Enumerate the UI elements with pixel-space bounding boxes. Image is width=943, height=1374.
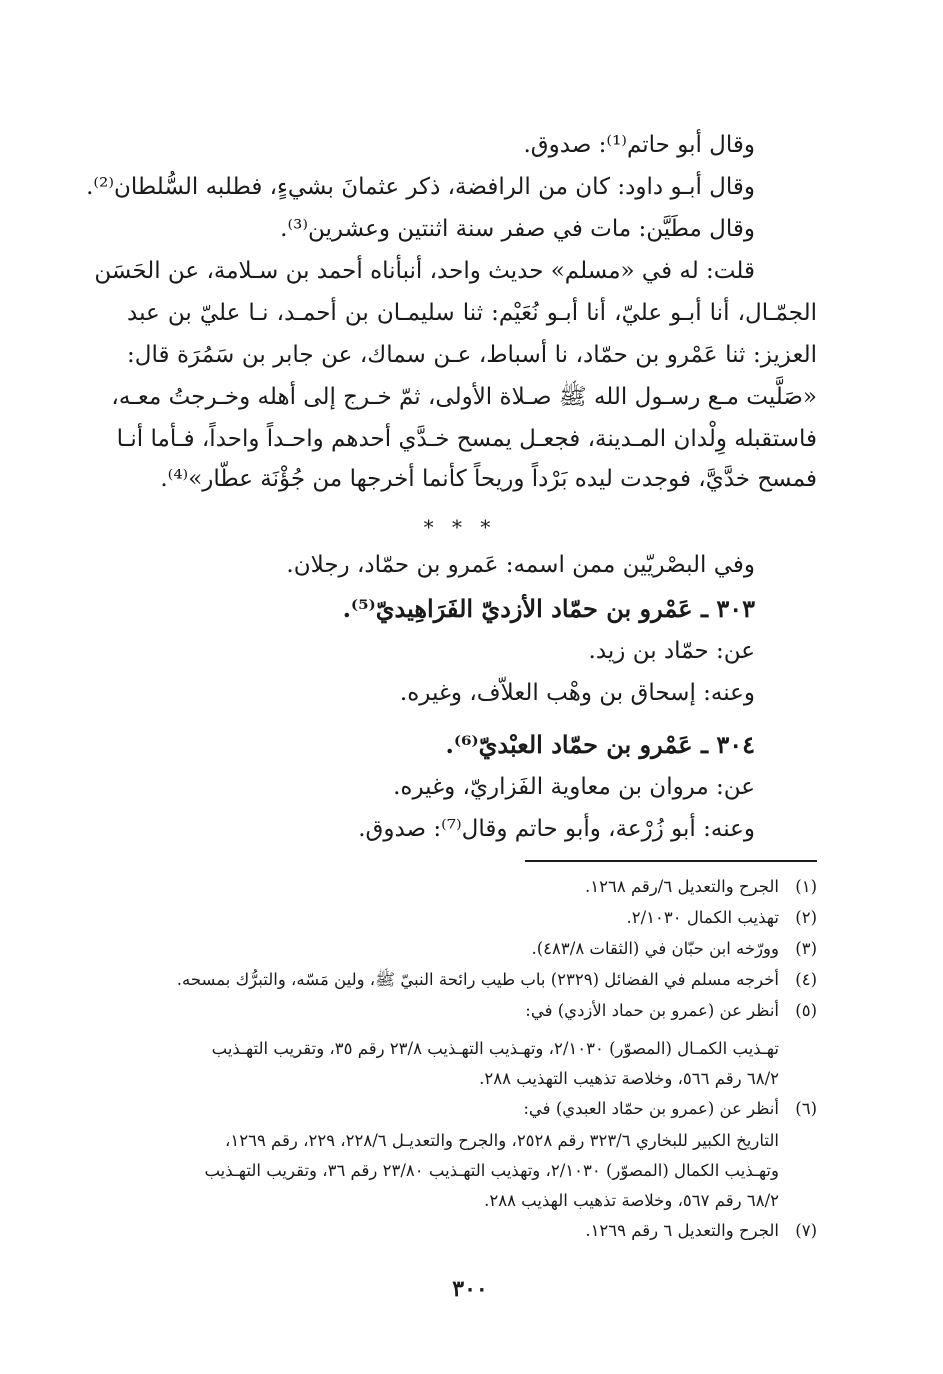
footnote-continuation: ٦٨/٢ رقم ٥٦٦، وخلاصة تذهيب التهذيب ٢٨٨. <box>479 1069 779 1088</box>
section-intro: وفي البصْريّين ممن اسمه: عَمرو بن حمّاد، رجلان. <box>286 552 755 578</box>
footnote <box>523 1094 817 1124</box>
footnote-continuation: التاريخ الكبير للبخاري ٣٢٣/٦ رقم ٢٥٢٨، والجرح والتعديـل ٢٢٨/٦، ٢٢٩، رقم ١٢٦٩، <box>225 1131 779 1150</box>
footnote-continuation: ٦٨/٢ رقم ٥٦٧، وخلاصة تذهيب الهذيب ٢٨٨. <box>484 1191 779 1210</box>
body-line: فاستقبله وِلْدان المـدينة، فجعـل يمسح خـدَّي أحدهم واحـداً واحداً، فـأما أنـا <box>116 426 817 452</box>
page-number: ٣٠٠ <box>452 1276 488 1302</box>
footnote-continuation: تهـذيب الكمـال (المصوّر) ٢/١٠٣٠، وتهـذيب التهـذيب ٢٣/٨ رقم ٣٥، وتقريب التهـذيب <box>211 1039 779 1058</box>
footnote-number: (٧) <box>795 1221 817 1240</box>
footnote-text: أنظر عن (عمرو بن حماد الأزدي) في: <box>525 1001 779 1020</box>
footnote-number: (١) <box>795 877 817 896</box>
footnote-divider <box>525 860 817 862</box>
footnote-number: (٤) <box>795 970 817 989</box>
body-line: فمسح خدَّيَّ، فوجدت ليده بَرْداً وريحاً كأنما أخرجها من جُؤْنَة عطّار»⁽⁴⁾. <box>160 466 817 492</box>
entry-304-by: وعنه: أبو زُرْعة، وأبو حاتم وقال⁽⁷⁾: صدوق. <box>358 816 755 842</box>
footnote-text: الجرح والتعديل ٦ رقم ١٢٦٩. <box>585 1221 779 1240</box>
footnote <box>626 903 817 933</box>
body-line: العزيز: ثنا عَمْرو بن حمّاد، نا أسباط، عـن سماك، عن جابر بن سَمُرَة قال: <box>127 342 817 368</box>
footnote <box>531 934 817 964</box>
footnote-text: الجرح والتعديل ٦/رقم ١٢٦٨. <box>585 877 779 896</box>
entry-304-from: عن: مروان بن معاوية الفَزاريّ، وغيره. <box>393 774 755 800</box>
body-line: وقال أبـو داود: كان من الرافضة، ذكر عثمانَ بشيءٍ، فطلبه السُّلطان⁽²⁾. <box>86 174 755 200</box>
footnote-number: (٦) <box>795 1099 817 1118</box>
footnote-text: أنظر عن (عمرو بن حمّاد العبدي) في: <box>523 1099 779 1118</box>
entry-303-from: عن: حمّاد بن زيد. <box>588 638 755 664</box>
body-line: وقال أبو حاتم⁽¹⁾: صدوق. <box>523 132 755 158</box>
footnote-number: (٥) <box>795 1001 817 1020</box>
body-line: الجمّـال، أنا أبـو عليّ، أنا أبـو نُعَيْم: ثنا سليمـان بن أحمـد، نـا عليّ بن عبد <box>127 300 817 326</box>
body-line: وقال مطَيَّن: مات في صفر سنة اثنتين وعشرين⁽³⁾. <box>280 216 755 242</box>
body-line: قلت: له في «مسلم» حديث واحد، أنبأناه أحمد بن سـلامة، عن الحَسَن <box>94 258 755 284</box>
entry-303-title: ٣٠٣ ـ عَمْرو بن حمّاد الأزديّ الفَرَاهِيديّ⁽⁵⁾. <box>342 594 755 623</box>
footnote <box>585 1216 817 1246</box>
footnote-text: وورّخه ابن حبّان في (الثقات ٤٨٣/٨). <box>531 939 779 958</box>
section-separator: * * * <box>423 515 497 539</box>
footnote-number: (٣) <box>795 939 817 958</box>
body-line: «صَلَّيت مـع رسـول الله ﷺ صـلاة الأولى، ثمّ خـرج إلى أهله وخـرجتُ معـه، <box>111 384 817 410</box>
footnote-continuation: وتهـذيب الكمال (المصوّر) ٢/١٠٣٠، وتهذيب التهـذيب ٢٣/٨٠ رقم ٣٦، وتقريب التهـذيب <box>204 1161 779 1180</box>
footnote-number: (٢) <box>795 908 817 927</box>
entry-304-title: ٣٠٤ ـ عَمْرو بن حمّاد العبْديّ⁽⁶⁾. <box>445 730 755 759</box>
entry-303-by: وعنه: إسحاق بن وهْب العلاّف، وغيره. <box>399 680 755 706</box>
footnote <box>177 965 817 995</box>
footnote <box>525 996 817 1026</box>
footnote <box>585 872 817 902</box>
footnote-text: تهذيب الكمال ٢/١٠٣٠. <box>626 908 779 927</box>
footnote-text: أخرجه مسلم في الفضائل (٢٣٢٩) باب طيب رائحة النبيّ ﷺ، ولين مَسّه، والتبرُّك بمسحه. <box>176 970 779 989</box>
